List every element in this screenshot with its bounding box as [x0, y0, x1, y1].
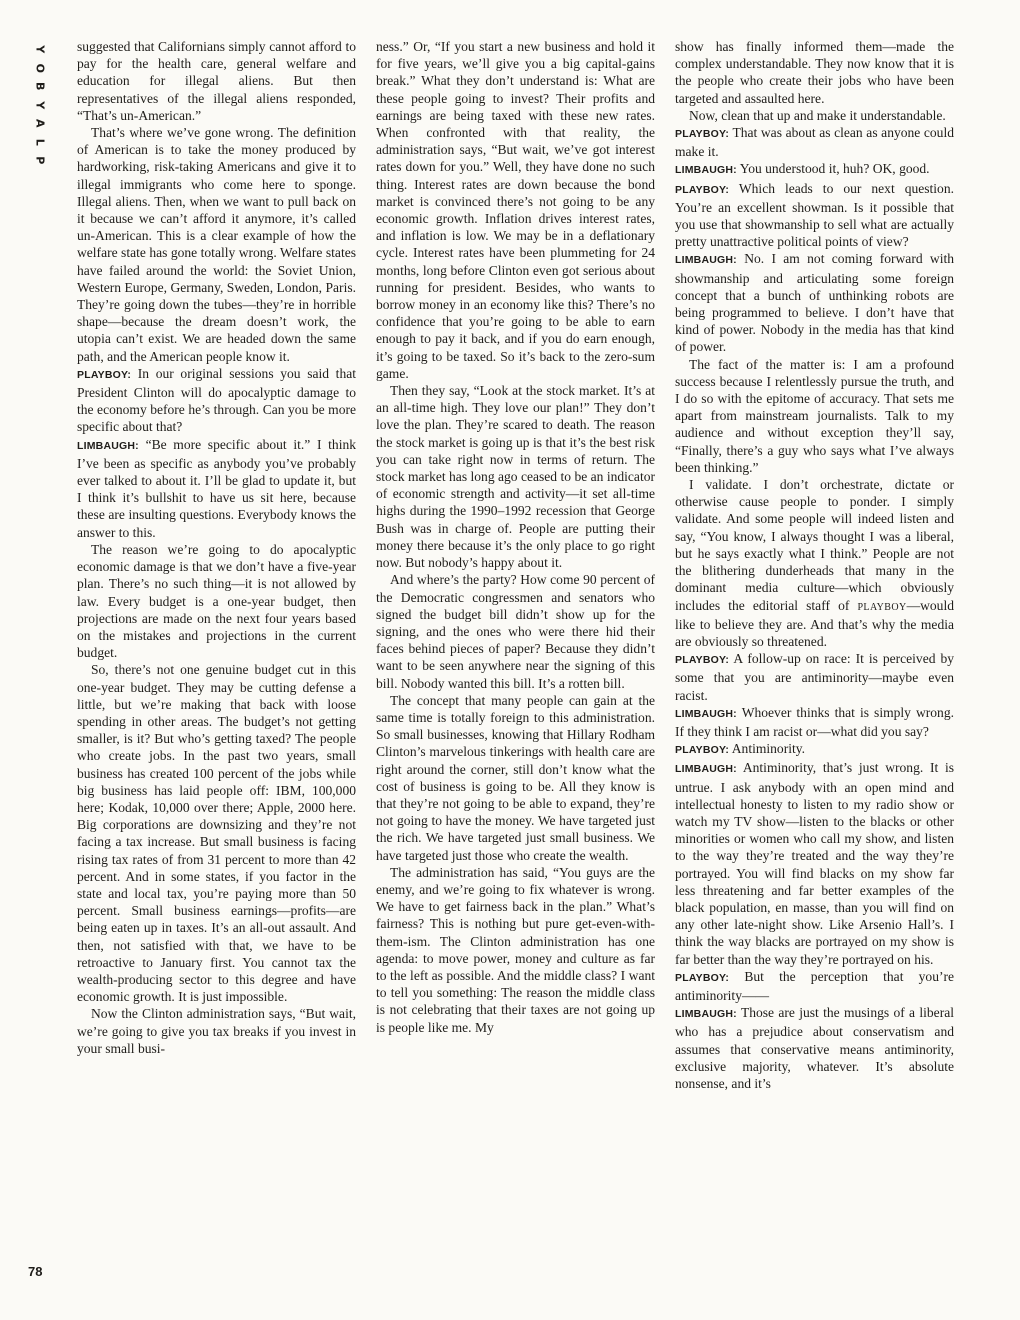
paragraph-text: The reason we’re going to do apocalyptic economic damage is that we don’t have a five-year plan. There’s no such thing—it is not allowed by law. Every budget is a one-year budget, then projections are made on the next four years based on the mistakes and projections in the current budget.	[77, 541, 356, 661]
paragraph	[376, 864, 655, 1036]
paragraph-text: Those are just the musings of a liberal who has a prejudice about conservatism and assumes that conservative means antiminority, exclusive majority, whatever. It’s absolute nonsense, and it’s	[675, 1005, 954, 1091]
interview-exchange	[675, 759, 954, 967]
interview-exchange	[675, 180, 954, 251]
paragraph	[77, 38, 356, 124]
paragraph-text: The fact of the matter is: I am a profound success because I relentlessly pursue the truth, and I do so with the epitome of accuracy. That sets me apart from mainstream journalists. Talk to my audience and without exception they’ll say, “Finally, there’s a guy who says what I’ve always been thinking.”	[675, 356, 954, 475]
speaker-label: LIMBAUGH:	[675, 763, 737, 776]
masthead-letter: B	[33, 82, 47, 91]
paragraph	[77, 124, 356, 365]
paragraph-text: suggested that Californians simply cannot afford to pay for the health care, general welfare and education for illegal aliens. But then representatives of the illegal aliens responded, “That’s un-American.”	[77, 39, 356, 123]
speaker-label: LIMBAUGH:	[675, 254, 737, 267]
speaker-label: PLAYBOY:	[675, 654, 730, 667]
speaker-label: LIMBAUGH:	[675, 1008, 737, 1021]
paragraph-text: —would like to believe they are. And that’s why the media are obviously so threatened.	[675, 597, 954, 649]
masthead-letter: P	[33, 156, 47, 165]
interview-exchange	[675, 250, 954, 355]
masthead-letter: Y	[33, 45, 47, 54]
paragraph-text: “Be more specific about it.” I think I’ve been as specific as anybody you’ve probably ever talked to about it. I’ll be glad to update it, but I think it’s bullshit to have us sit here, because these are insulting questions. Everybody knows the answer to this.	[77, 436, 356, 540]
speaker-label: LIMBAUGH:	[675, 707, 737, 720]
page-number: 78	[28, 1264, 43, 1279]
paragraph	[376, 38, 655, 382]
paragraph-text: The concept that many people can gain at the same time is totally foreign to this administration. So small businesses, knowing that Hillary Rodham Clinton’s marvelous tinkerings with health care are right around the corner, still don’t know what the cost of business is going to be. All they know is that they’re not going to be able to expand, they’re not going to have the money. We have targeted just the rich. We have targeted just small business. We have targeted just those who create the wealth.	[376, 692, 655, 863]
interview-exchange	[77, 436, 356, 541]
paragraph-text: The administration has said, “You guys are the enemy, and we’re going to fix whatever is wrong. We have to get fairness back in the plan.” What’s fairness? This is nothing but pure get-even-with-them-ism. The Clinton administration has one agenda: to move power, money and culture as far to the left as possible. And the middle class? I want to tell you something: The reason the middle class is not celebrating that their taxes are not going up is people like me. My	[376, 864, 655, 1035]
paragraph-text: A follow-up on race: It is perceived by some that you are antiminority—maybe even racist.	[675, 651, 954, 703]
interview-exchange	[675, 704, 954, 740]
speaker-label: PLAYBOY:	[675, 971, 730, 984]
interview-exchange	[77, 365, 356, 436]
paragraph	[675, 107, 954, 124]
paragraph	[77, 661, 356, 1005]
paragraph-text: Now, clean that up and make it understandable.	[689, 107, 946, 123]
magazine-name-inline: PLAYBOY	[857, 601, 907, 613]
vertical-masthead	[24, 40, 54, 170]
paragraph-text: In our original sessions you said that President Clinton will do apocalyptic damage to the economy before he’s through. Can you be more specific about that?	[77, 365, 356, 435]
paragraph	[675, 356, 954, 476]
speaker-label: PLAYBOY:	[675, 744, 730, 757]
paragraph-text: ness.” Or, “If you start a new business and hold it for five years, we’ll give you a big capital-gains break.” What they don’t understand is: What are these people going to invest? Their profits and earnings are being taxed with these new rates. When confronted with that reality, the administration says, “But wait, we’ve got interest rates down for you.” Well, they have done no such thing. Interest rates are down because the bond market is convinced there’s not going to be any economic growth. Inflation drives interest rates, and inflation is low. We may be in a deflationary cycle. Interest rates have been plummeting for 24 months, long before Clinton even got serious about running for president. Besides, who wants to borrow money in an economy like this? There’s no confidence that you’re going to be able to earn enough to pay it back, and if you do earn enough, it’s going to be taxed. So it’s back to the zero-sum game.	[376, 39, 655, 381]
text-column-2	[376, 38, 655, 1290]
masthead-letter: Y	[33, 100, 47, 109]
masthead-letter: L	[33, 138, 47, 146]
paragraph	[675, 476, 954, 650]
speaker-label: LIMBAUGH:	[675, 164, 737, 177]
paragraph-text: But the perception that you’re antiminority——	[675, 968, 954, 1003]
paragraph-text: Antiminority, that’s just wrong. It is untrue. I ask anybody with an open mind and intellectual honesty to listen to my radio show or watch my TV show—listen to the blacks or other minorities or women who call my show, and listen to the way they’re treated and the way they’re portrayed. You will find blacks on my show far less threatening and far better examples of the black population, en masse, than you will find on any other late-night show. Like Arsenio Hall’s. I think the way blacks are portrayed on my show is far better than the way they’re portrayed on his.	[675, 760, 954, 967]
speaker-label: PLAYBOY:	[675, 128, 730, 141]
paragraph-text: I validate. I don’t orchestrate, dictate or otherwise cause people to ponder. I simply validate. And some people will indeed listen and say, “You know, I always thought I was a liberal, but he says exactly what I think.” People are not the blithering dunderheads that many in the dominant media culture—which obviously includes the editorial staff of	[675, 477, 954, 613]
paragraph-text: Which leads to our next question. You’re an excellent showman. Is it possible that you use that showmanship to sell what are actually pretty unattractive political points of view?	[675, 180, 954, 250]
paragraph	[675, 38, 954, 107]
paragraph-text: No. I am not coming forward with showmanship and articulating some foreign concept that a bunch of unthinking robots are being programmed to believe. I don’t have that kind of power. Nobody in the media has that kind of power.	[675, 251, 954, 355]
paragraph-text: That’s where we’ve gone wrong. The definition of American is to take the money produced by hardworking, risk-taking Americans and give it to illegal immigrants who come here to sponge. Illegal aliens. Then, when we want to pull back on it because we can’t afford it anymore, it’s called un-American. This is a clear example of how the welfare state has gone totally wrong. Welfare states have failed around the world: the Soviet Union, Western Europe, Germany, Sweden, London, Paris. They’re going down the tubes—they’re in horrible shape—because the dream doesn’t work, the utopia can’t exist. We are headed down the same path, and the American people know it.	[77, 125, 356, 364]
paragraph-text: You understood it, huh? OK, good.	[739, 161, 930, 177]
paragraph-text: And where’s the party? How come 90 percent of the Democratic congressmen and senators who signed the budget bill didn’t show up for the signing, and the ones who were there hid their faces behind pieces of paper? Because they didn’t want to be seen anywhere near the signing of this bill. Nobody wanted this bill. It’s a rotten bill.	[376, 572, 655, 691]
paragraph-text: Antiminority.	[731, 741, 806, 757]
paragraph	[77, 1005, 356, 1057]
paragraph-text: show has finally informed them—made the complex understandable. They now know that it is the people who create their jobs who have been targeted and assaulted here.	[675, 39, 954, 106]
interview-exchange	[675, 1004, 954, 1092]
interview-exchange	[675, 160, 954, 179]
interview-exchange	[675, 124, 954, 160]
paragraph-text: So, there’s not one genuine budget cut in this one-year budget. They may be cutting defense a little, but we’re making that back with loose spending in other areas. The budget’s not getting smaller, is it? But who’s getting taxed? The people who create jobs. In the past two years, small business has created 100 percent of the jobs while big business has laid people off: IBM, 100,000 here; Kodak, 10,000 over there; Apple, 2000 here. Big corporations are downsizing and they’re not facing a tax increase. But small business is facing rising tax rates of from 31 percent to more than 42 percent. And in some states, if you factor in the state and local tax, you’re paying more than 50 percent. Small business earnings—profits—are being eaten up in taxes. It’s an all-out assault. And then, not satisfied with that, we have to be retroactive to January first. You cannot tax the wealth-producing sector to this degree and have economic growth. It is just impossible.	[77, 662, 356, 1005]
paragraph-text: That was about as clean as anyone could make it.	[675, 125, 954, 160]
speaker-label: PLAYBOY:	[77, 368, 132, 381]
text-column-3	[675, 38, 954, 1290]
paragraph-text: Then they say, “Look at the stock market. It’s at an all-time high. They love our plan!” They don’t love the plan. They’re scared to death. The reason the stock market is going up is that it’s the best risk you can take right now in terms of return. The stock market has long ago ceased to be an indicator of economic strength and activity—it set all-time highs during the 1990–1992 recession that George Bush was in charge of. People are putting their money there because it’s the only place to go right now. But nobody’s happy about it.	[376, 383, 655, 571]
masthead-letter: A	[33, 118, 47, 128]
speaker-label: LIMBAUGH:	[77, 439, 139, 452]
paragraph	[376, 571, 655, 691]
interview-exchange	[675, 740, 954, 759]
paragraph	[376, 382, 655, 571]
interview-exchange	[675, 968, 954, 1004]
paragraph	[376, 692, 655, 864]
speaker-label: PLAYBOY:	[675, 183, 730, 196]
paragraph-text: Whoever thinks that is simply wrong. If they think I am racist or—what did you say?	[675, 704, 954, 739]
paragraph-text: Now the Clinton administration says, “But wait, we’re going to give you tax breaks if you invest in your small busi-	[77, 1006, 356, 1056]
masthead-letter: O	[33, 63, 47, 73]
interview-exchange	[675, 650, 954, 704]
text-column-1	[77, 38, 356, 1290]
paragraph	[77, 541, 356, 661]
